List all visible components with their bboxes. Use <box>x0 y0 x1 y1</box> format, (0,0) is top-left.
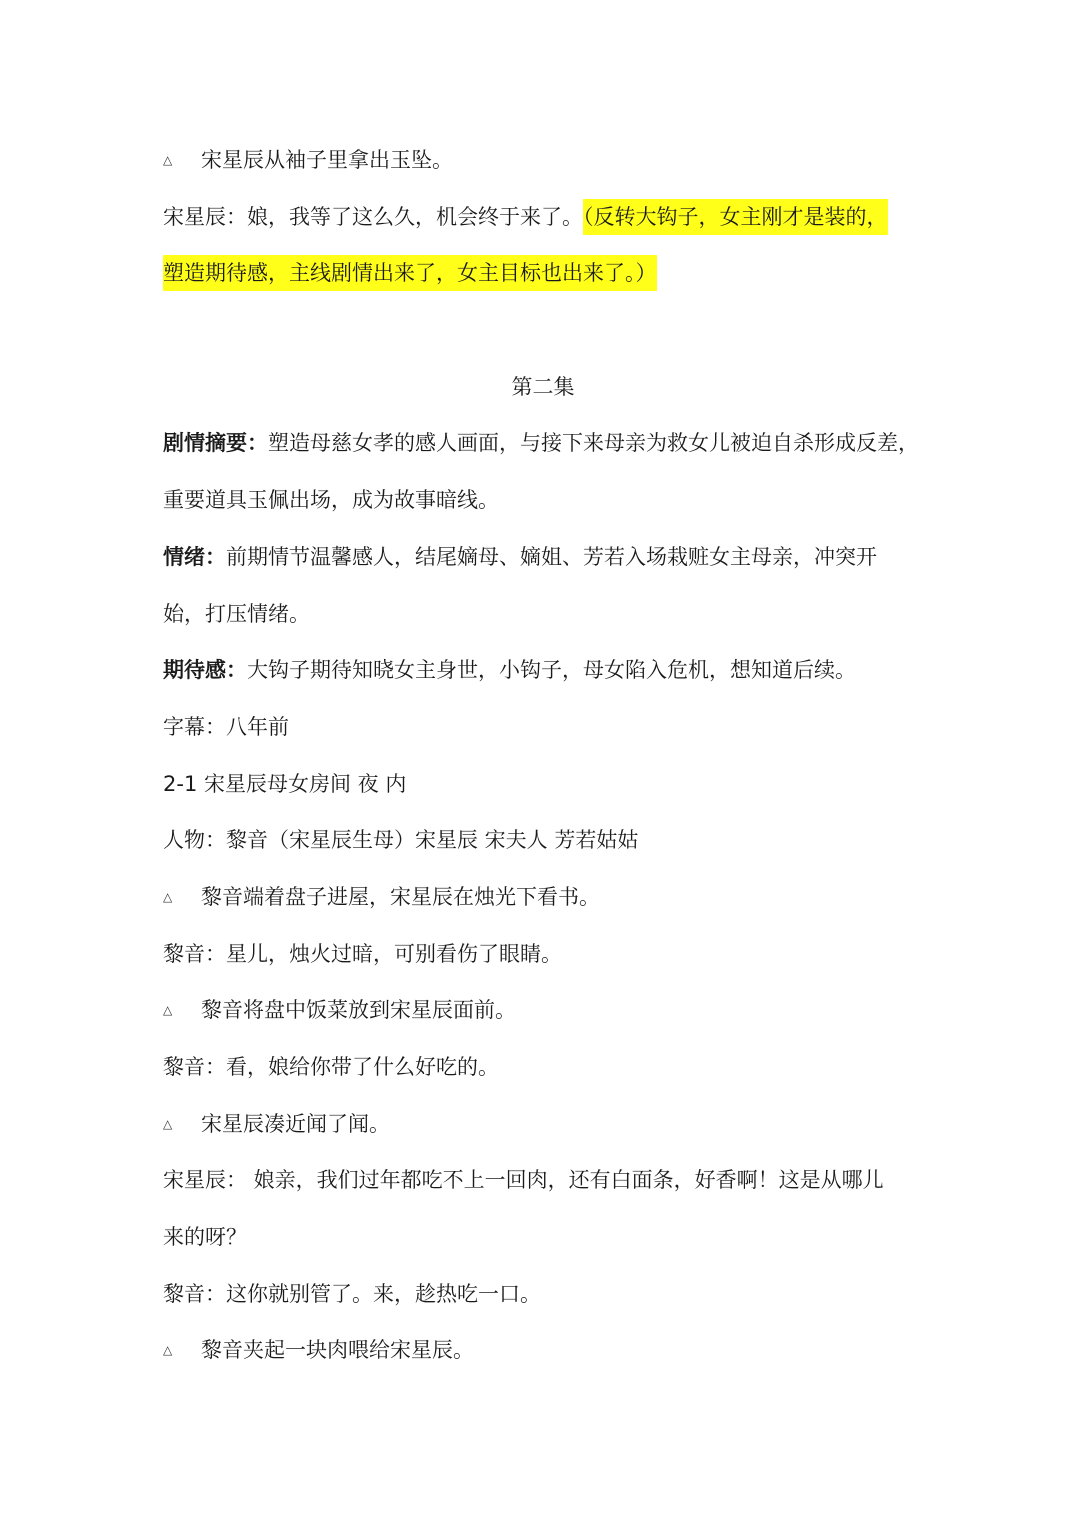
summary-text: 塑造母慈女孝的感人画面，与接下来母亲为救女儿被迫自杀形成反差， <box>268 431 919 456</box>
summary-label: 剧情摘要： <box>163 431 268 456</box>
triangle-icon: △ <box>163 1003 173 1018</box>
episode-title: 第二集 <box>511 374 575 399</box>
action-line <box>163 869 923 926</box>
dialogue-line-continued: 来的呀？ <box>163 1225 247 1250</box>
action-line <box>163 132 923 189</box>
dialogue-line: 黎音：看，娘给你带了什么好吃的。 <box>163 1055 499 1079</box>
emotion-text: 前期情节温馨感人，结尾嫡母、嫡姐、芳若入场栽赃女主母亲，冲突开 <box>226 544 877 569</box>
expectation-text: 大钩子期待知晓女主身世，小钩子，母女陷入危机，想知道后续。 <box>247 658 856 683</box>
speaker-label: 宋星辰： <box>163 204 247 229</box>
characters-line: 人物：黎音（宋星辰生母）宋星辰 宋夫人 芳若姑姑 <box>163 828 639 853</box>
action-text: 黎音端着盘子进屋，宋星辰在烛光下看书。 <box>201 884 600 909</box>
highlighted-note: 塑造期待感，主线剧情出来了，女主目标也出来了。） <box>163 255 657 291</box>
script-page <box>163 132 923 1379</box>
dialogue-line <box>163 189 923 246</box>
emotion-line <box>163 529 923 586</box>
dialogue-line: 黎音：这你就别管了。来，趁热吃一口。 <box>163 1281 541 1306</box>
summary-line <box>163 415 923 472</box>
action-line <box>163 982 923 1039</box>
action-text: 宋星辰凑近闻了闻。 <box>201 1111 390 1136</box>
action-text: 黎音将盘中饭菜放到宋星辰面前。 <box>201 998 516 1023</box>
triangle-icon: △ <box>163 153 173 167</box>
subtitle-line: 字幕：八年前 <box>163 714 289 739</box>
action-text: 黎音夹起一块肉喂给宋星辰。 <box>201 1338 474 1363</box>
dialogue-line: 宋星辰： 娘亲，我们过年都吃不上一回肉，还有白面条，好香啊！这是从哪儿 <box>163 1168 884 1193</box>
triangle-icon: △ <box>163 1343 173 1358</box>
expectation-label: 期待感： <box>163 658 247 683</box>
triangle-icon: △ <box>163 1116 173 1131</box>
highlighted-note: （反转大钩子，女主刚才是装的， <box>583 199 888 235</box>
summary-line-continued: 重要道具玉佩出场，成为故事暗线。 <box>163 488 499 513</box>
dialogue-line: 黎音：星儿，烛火过暗，可别看伤了眼睛。 <box>163 941 562 966</box>
dialogue-text: 娘，我等了这么久，机会终于来了。 <box>247 204 583 229</box>
highlighted-note-line <box>163 245 923 302</box>
scene-heading: 2-1 宋星辰母女房间 夜 内 <box>163 771 407 796</box>
spacer <box>163 302 923 359</box>
expectation-line <box>163 642 923 699</box>
emotion-label: 情绪： <box>163 544 226 569</box>
emotion-line-continued: 始，打压情绪。 <box>163 601 310 626</box>
action-line <box>163 1096 923 1153</box>
action-line <box>163 1322 923 1379</box>
action-text: 宋星辰从袖子里拿出玉坠。 <box>201 148 453 172</box>
triangle-icon: △ <box>163 889 173 904</box>
